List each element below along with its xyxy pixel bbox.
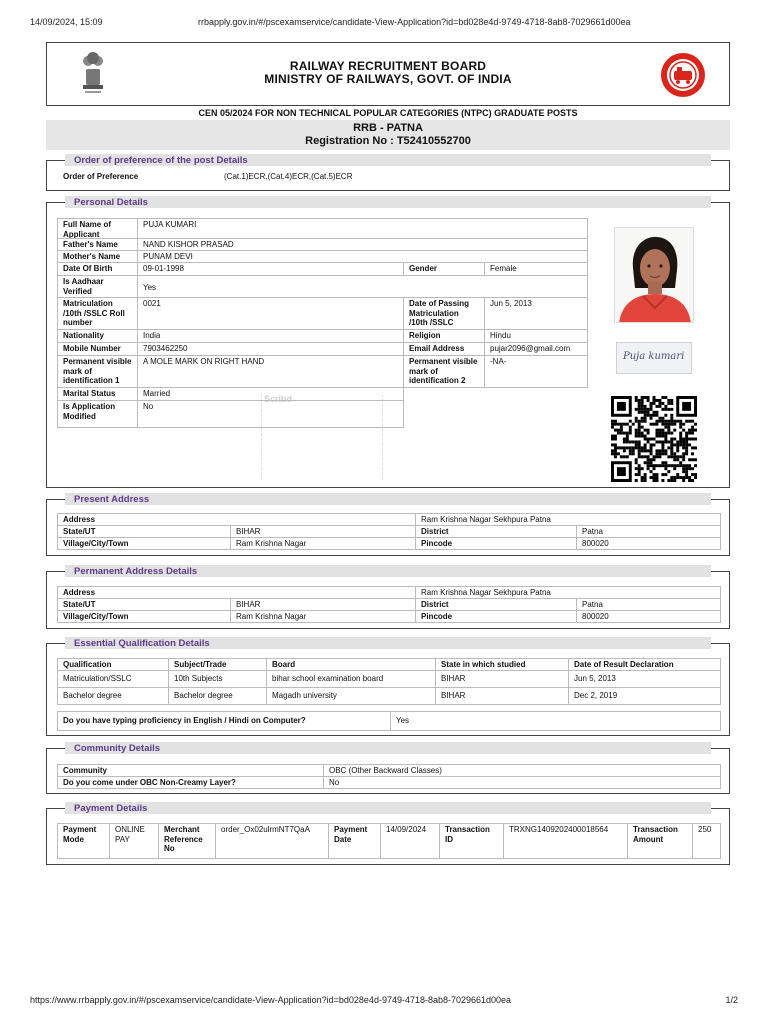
preference-label: Order of Preference: [63, 172, 139, 181]
label-mobile: Mobile Number: [57, 342, 138, 356]
label-state: State/UT: [57, 525, 231, 538]
label-gender: Gender: [403, 262, 485, 276]
preference-value: (Cat.1)ECR,(Cat.4)ECR,(Cat.5)ECR: [224, 172, 353, 181]
label-typing: Do you have typing proficiency in English / Hindi on Computer?: [57, 711, 391, 731]
value-pincode: 800020: [576, 537, 721, 550]
label-mother: Mother's Name: [57, 250, 138, 263]
print-url: rrbapply.gov.in/#/pscexamservice/candidate-View-Application?id=bd028e4d-9749-4718-8ab8-7029661d00ea: [198, 17, 631, 27]
table-cell: Bachelor degree: [168, 687, 267, 705]
value-address: Ram Krishna Nagar Sekhpura Patna: [415, 586, 721, 599]
column-header: State in which studied: [435, 658, 569, 671]
community-section: [46, 743, 730, 794]
value-community: OBC (Other Backward Classes): [323, 764, 721, 777]
registration-number: Registration No : T52410552700: [305, 135, 471, 147]
value-gender: Female: [484, 262, 588, 276]
value-mobile: 7903462250: [137, 342, 404, 356]
label-email: Email Address: [403, 342, 485, 356]
indian-railways-logo-icon: [659, 51, 707, 99]
label-aadhaar: Is Aadhaar Verified: [57, 275, 138, 298]
value-pincode: 800020: [576, 610, 721, 623]
watermark: Scribd: [261, 394, 383, 480]
value-modified: No: [137, 400, 404, 428]
value-matric-roll: 0021: [137, 297, 404, 330]
label-dob: Date Of Birth: [57, 262, 138, 276]
label-pass-date: Date of Passing Matriculation /10th /SSLC: [403, 297, 485, 330]
value-payment-mode: ONLINE PAY: [109, 823, 159, 859]
table-cell: Bachelor degree: [57, 687, 169, 705]
value-state: BIHAR: [230, 525, 416, 538]
label-full-name: Full Name of Applicant: [57, 218, 138, 239]
value-district: Patna: [576, 598, 721, 611]
value-mark1: A MOLE MARK ON RIGHT HAND: [137, 355, 404, 388]
label-religion: Religion: [403, 329, 485, 343]
label-state: State/UT: [57, 598, 231, 611]
title-board: RAILWAY RECRUITMENT BOARD: [289, 59, 487, 73]
applicant-signature: Puja kumari: [616, 342, 692, 374]
label-mark1: Permanent visible mark of identification 1: [57, 355, 138, 388]
label-marital: Marital Status: [57, 387, 138, 401]
value-district: Patna: [576, 525, 721, 538]
label-community: Community: [57, 764, 324, 777]
present-address-section: [46, 494, 730, 556]
label-mark2: Permanent visible mark of identification 2: [403, 355, 485, 388]
label-father: Father's Name: [57, 238, 138, 251]
table-cell: Magadh university: [266, 687, 436, 705]
value-payment-date: 14/09/2024: [380, 823, 440, 859]
value-full-name: PUJA KUMARI: [137, 218, 588, 239]
value-dob: 09-01-1998: [137, 262, 404, 276]
value-state: BIHAR: [230, 598, 416, 611]
label-pincode: Pincode: [415, 610, 577, 623]
value-transaction-amount: 250: [692, 823, 721, 859]
label-district: District: [415, 525, 577, 538]
section-title: Payment Details: [74, 803, 148, 814]
section-title: Order of preference of the post Details: [74, 155, 248, 166]
print-timestamp: 14/09/2024, 15:09: [30, 17, 103, 27]
print-header: [30, 17, 738, 29]
label-transaction-id: Transaction ID: [439, 823, 504, 859]
label-village: Village/City/Town: [57, 537, 231, 550]
label-address: Address: [57, 513, 416, 526]
value-transaction-id: TRXNG1409202400018564: [503, 823, 628, 859]
value-mark2: -NA-: [484, 355, 588, 388]
rrb-name: RRB - PATNA: [353, 122, 423, 134]
qualification-section: [46, 638, 730, 736]
table-cell: Matriculation/SSLC: [57, 670, 169, 688]
value-aadhaar: Yes: [137, 275, 588, 298]
preference-section: [46, 155, 730, 191]
table-cell: 10th Subjects: [168, 670, 267, 688]
label-village: Village/City/Town: [57, 610, 231, 623]
page-number: 1/2: [725, 995, 738, 1005]
applicant-photo: [614, 227, 694, 323]
permanent-address-section: [46, 566, 730, 629]
table-cell: BIHAR: [435, 670, 569, 688]
document-header: [46, 42, 730, 106]
table-cell: BIHAR: [435, 687, 569, 705]
title-ministry: MINISTRY OF RAILWAYS, GOVT. OF INDIA: [264, 72, 512, 86]
table-cell: Jun 5, 2013: [568, 670, 721, 688]
table-cell: Dec 2, 2019: [568, 687, 721, 705]
qr-code-icon: [610, 396, 698, 482]
value-marital: Married: [137, 387, 404, 401]
value-religion: Hindu: [484, 329, 588, 343]
label-merchant-ref: Merchant Reference No: [158, 823, 216, 859]
column-header: Board: [266, 658, 436, 671]
print-footer-url: https://www.rrbapply.gov.in/#/pscexamservice/candidate-View-Application?id=bd028e4d-9749-4718-8ab8-7029661d00ea: [30, 995, 512, 1005]
value-merchant-ref: order_Ox02ulrmNT7QaA: [215, 823, 329, 859]
section-title: Personal Details: [74, 197, 148, 208]
personal-section: [46, 197, 730, 488]
payment-section: [46, 803, 730, 865]
column-header: Qualification: [57, 658, 169, 671]
value-ncl: No: [323, 776, 721, 789]
label-transaction-amount: Transaction Amount: [627, 823, 693, 859]
label-payment-mode: Payment Mode: [57, 823, 110, 859]
label-address: Address: [57, 586, 416, 599]
cen-title: CEN 05/2024 FOR NON TECHNICAL POPULAR CATEGORIES (NTPC) GRADUATE POSTS: [198, 108, 578, 118]
label-matric-roll: Matriculation /10th /SSLC Roll number: [57, 297, 138, 330]
print-footer: [30, 995, 738, 1007]
value-typing: Yes: [390, 711, 721, 731]
value-email: pujar2096@gmail.com: [484, 342, 588, 356]
label-nationality: Nationality: [57, 329, 138, 343]
value-father: NAND KISHOR PRASAD: [137, 238, 588, 251]
section-title: Present Address: [74, 494, 150, 505]
value-nationality: India: [137, 329, 404, 343]
value-address: Ram Krishna Nagar Sekhpura Patna: [415, 513, 721, 526]
value-village: Ram Krishna Nagar: [230, 537, 416, 550]
section-title: Essential Qualification Details: [74, 638, 210, 649]
column-header: Subject/Trade: [168, 658, 267, 671]
label-modified: Is Application Modified: [57, 400, 138, 428]
section-title: Permanent Address Details: [74, 566, 198, 577]
section-title: Community Details: [74, 743, 161, 754]
label-ncl: Do you come under OBC Non-Creamy Layer?: [57, 776, 324, 789]
table-cell: bihar school examination board: [266, 670, 436, 688]
rrb-band: [46, 120, 730, 150]
value-mother: PUNAM DEVI: [137, 250, 588, 263]
value-village: Ram Krishna Nagar: [230, 610, 416, 623]
value-pass-date: Jun 5, 2013: [484, 297, 588, 330]
label-payment-date: Payment Date: [328, 823, 381, 859]
column-header: Date of Result Declaration: [568, 658, 721, 671]
label-district: District: [415, 598, 577, 611]
label-pincode: Pincode: [415, 537, 577, 550]
